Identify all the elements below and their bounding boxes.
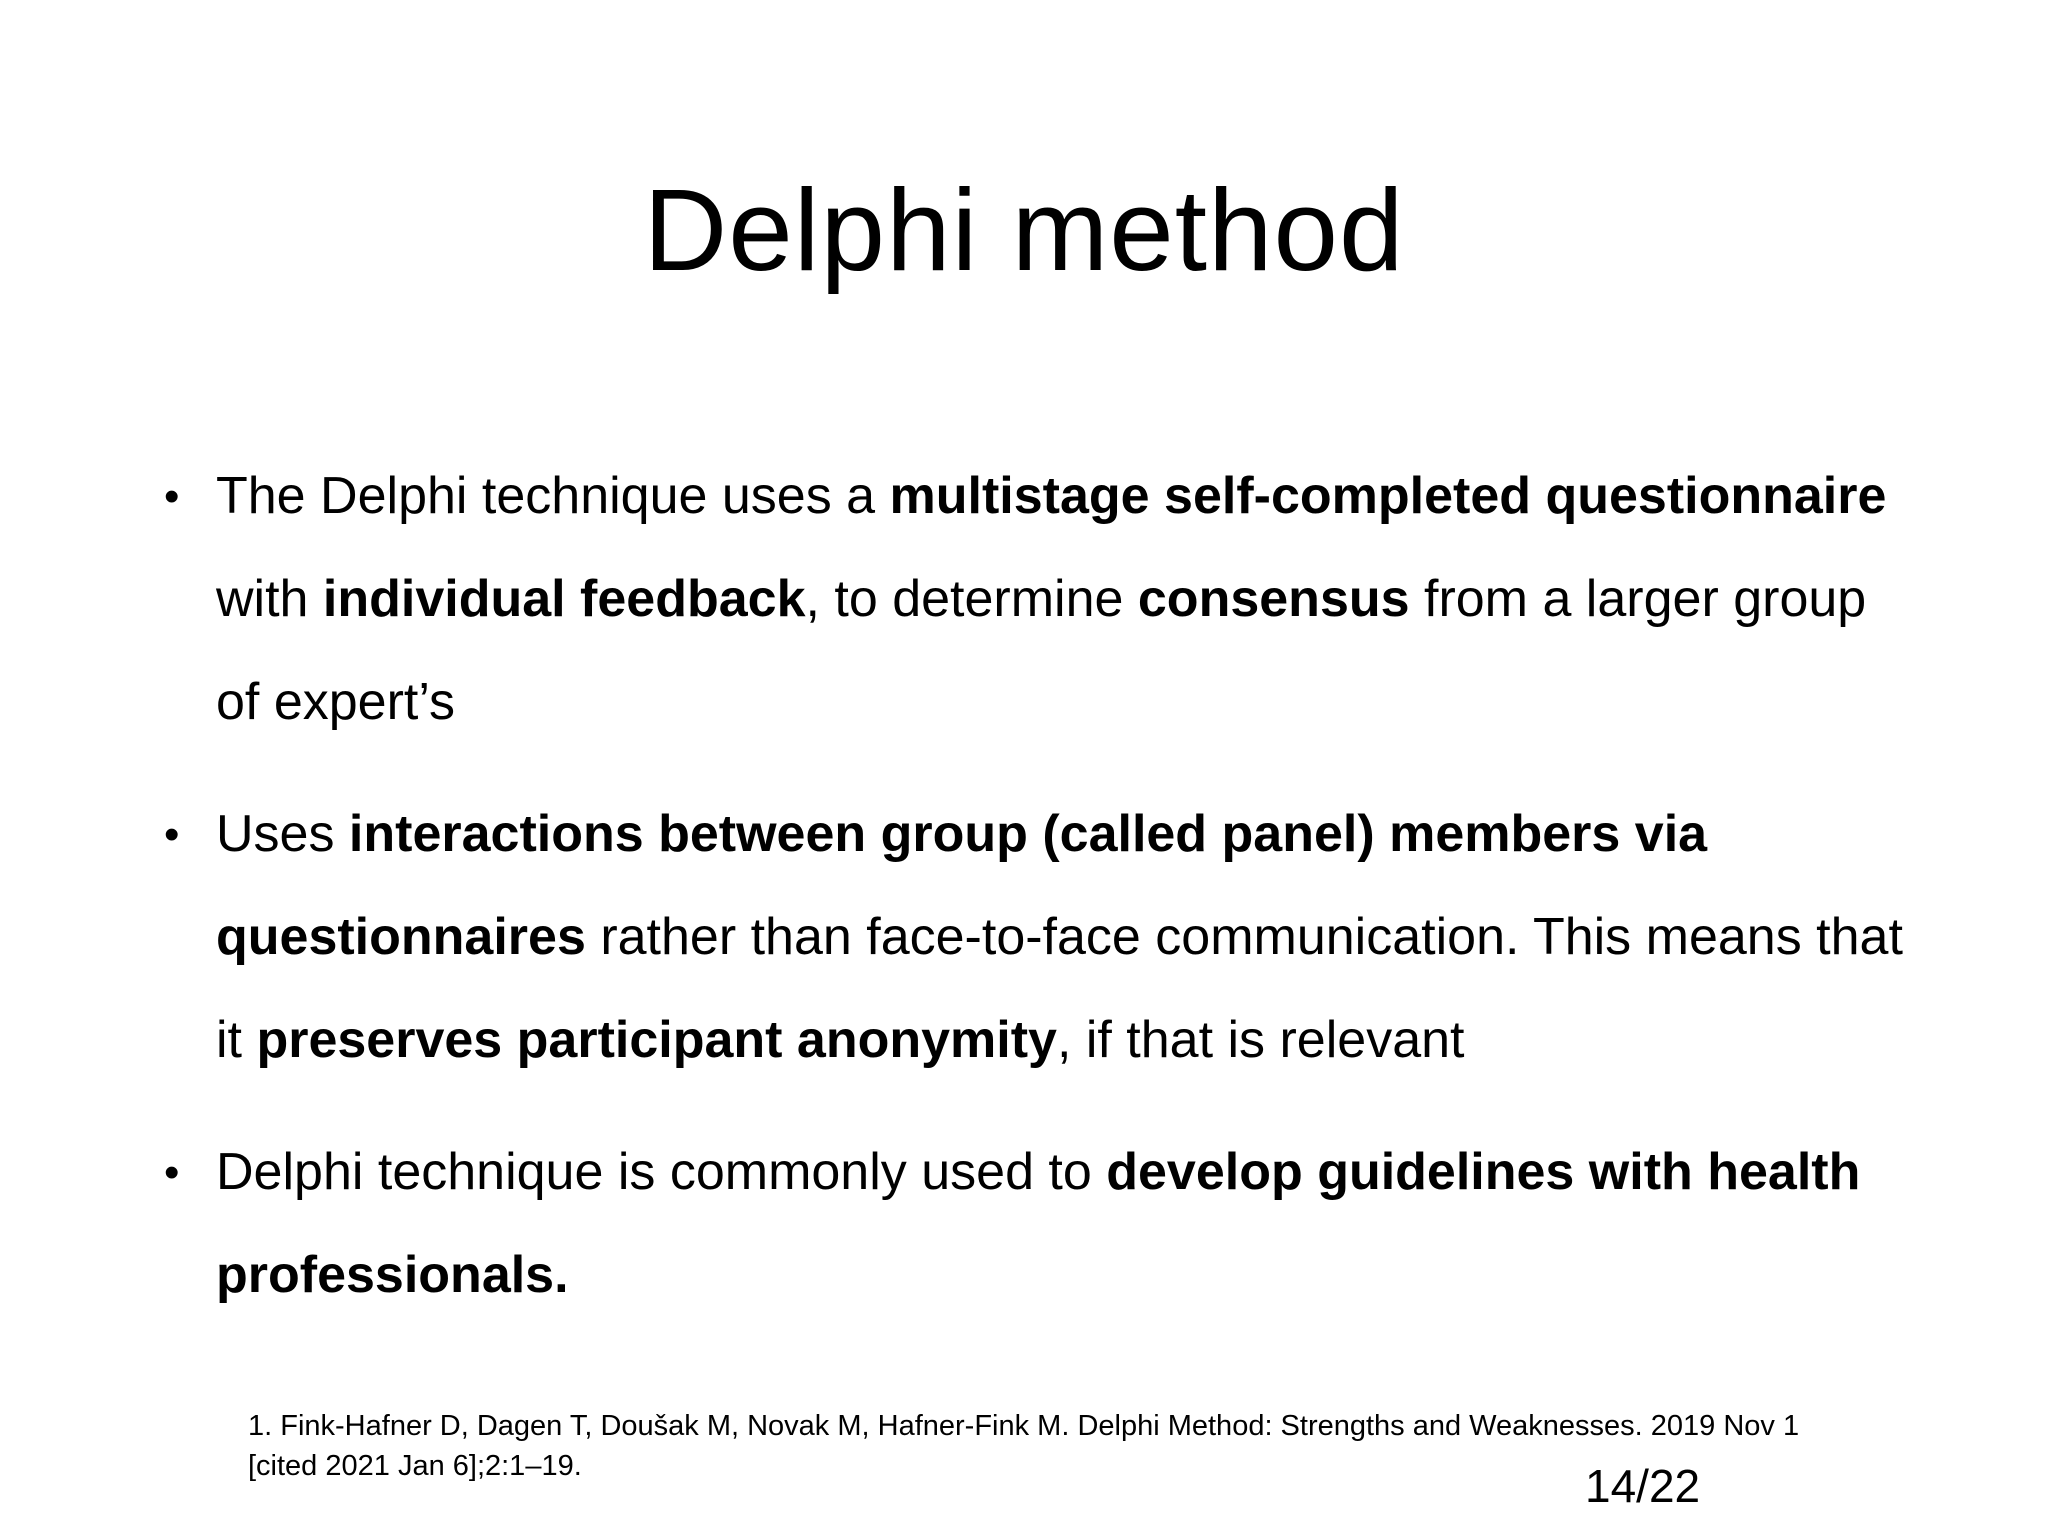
reference-citation: 1. Fink-Hafner D, Dagen T, Doušak M, Novak M, Hafner-Fink M. Delphi Method: Strengths and Weaknesses. 2019 Nov 1 [cited 2021 Jan 6];2:1–19. — [248, 1410, 1800, 1482]
bullet-segment-bold: develop guidelines with health professionals. — [216, 1143, 1861, 1304]
bullet-item — [160, 783, 1920, 1092]
bullet-dot-icon: • — [164, 472, 180, 521]
bullet-item — [160, 1121, 1920, 1327]
bullet-item — [160, 445, 1920, 754]
bullet-segment: , to determine — [805, 570, 1138, 628]
bullet-segment: with — [216, 570, 323, 628]
bullet-text — [216, 805, 1903, 1069]
bullet-segment-bold: consensus — [1137, 570, 1410, 628]
bullet-segment-bold: interactions between group (called panel) members via questionnaires — [216, 805, 1708, 966]
bullet-dot-icon: • — [164, 810, 180, 859]
bullet-segment: from a larger group of expert’s — [216, 570, 1867, 731]
bullet-segment: Delphi technique is commonly used to — [216, 1143, 1107, 1201]
bullet-segment: Uses — [216, 805, 349, 863]
bullet-text — [216, 467, 1886, 731]
bullet-segment-bold: multistage self-completed questionnaire — [889, 467, 1887, 525]
slide-title: Delphi method — [643, 165, 1405, 295]
bullet-segment: , if that is relevant — [1056, 1011, 1465, 1069]
bullet-segment: The Delphi technique uses a — [216, 467, 890, 525]
bullet-segment: rather than face-to-face communication. This means that it — [216, 908, 1903, 1069]
bullet-dot-icon: • — [164, 1148, 180, 1197]
bullet-segment-bold: preserves participant anonymity — [256, 1011, 1057, 1069]
page-number: 14/22 — [1585, 1460, 1701, 1512]
bullet-segment-bold: individual feedback — [322, 570, 806, 628]
bullet-text — [216, 1143, 1860, 1304]
bullet-list — [160, 445, 1920, 1356]
